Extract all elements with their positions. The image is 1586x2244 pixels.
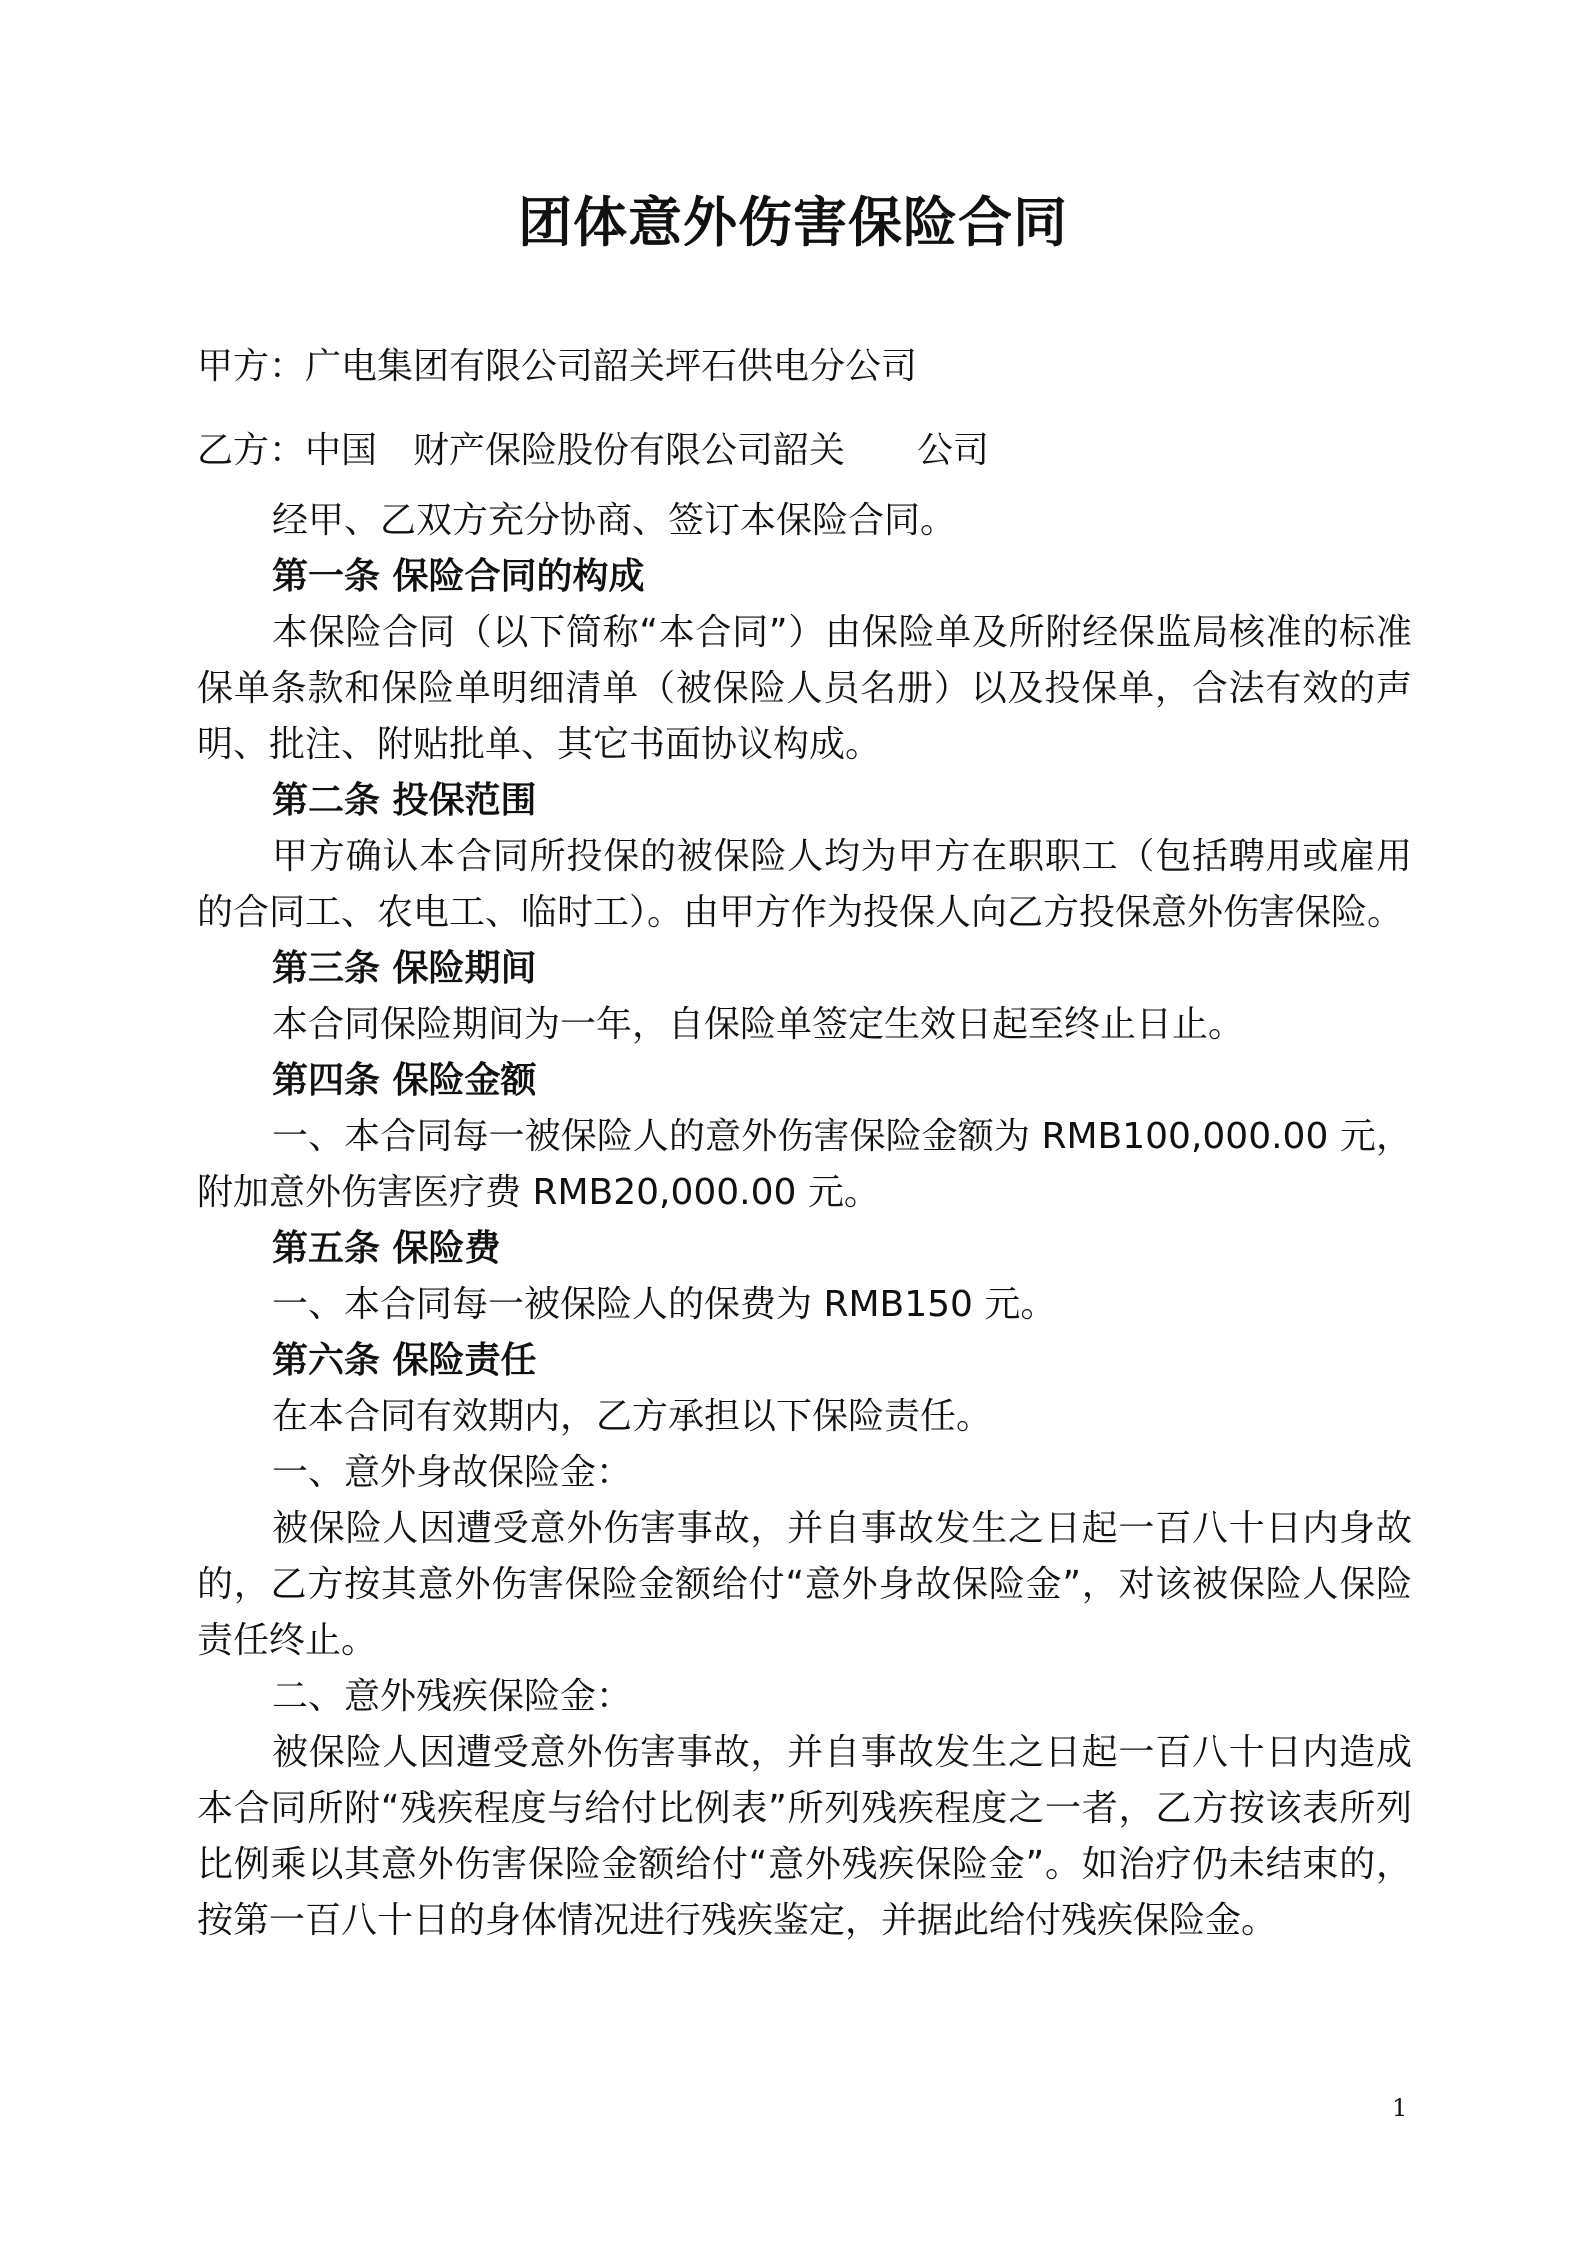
article-heading-5: 第五条 保险费: [272, 1228, 501, 1269]
article-paragraph: 在本合同有效期内，乙方承担以下保险责任。: [272, 1396, 993, 1437]
article-paragraph: 一、本合同每一被保险人的意外伤害保险金额为 RMB100,000.00 元，附加意外伤害医疗费 RMB20,000.00 元。: [197, 1116, 1412, 1213]
party-b: 乙方：中国 财产保险股份有限公司韶关 公司: [197, 430, 990, 471]
document-title: 团体意外伤害保险合同: [518, 191, 1068, 254]
article-paragraph: 被保险人因遭受意外伤害事故，并自事故发生之日起一百八十日内造成本合同所附“残疾程度与给付比例表”所列残疾程度之一者，乙方按该表所列比例乘以其意外伤害保险金额给付“意外残疾保险金”。如治疗仍未结束的，按第一百八十日的身体情况进行残疾鉴定，并据此给付残疾保险金。: [197, 1732, 1412, 1941]
article-heading-4: 第四条 保险金额: [272, 1060, 537, 1101]
article-heading-3: 第三条 保险期间: [272, 948, 537, 989]
article-heading-1: 第一条 保险合同的构成: [272, 556, 645, 597]
sub-item-heading: 二、意外残疾保险金：: [272, 1676, 633, 1717]
article-paragraph: 甲方确认本合同所投保的被保险人均为甲方在职职工（包括聘用或雇用的合同工、农电工、临时工）。由甲方作为投保人向乙方投保意外伤害保险。: [197, 836, 1412, 933]
article-heading-2: 第二条 投保范围: [272, 780, 537, 821]
contract-body: [197, 493, 1412, 1949]
article-paragraph: 被保险人因遭受意外伤害事故，并自事故发生之日起一百八十日内身故的，乙方按其意外伤害保险金额给付“意外身故保险金”，对该被保险人保险责任终止。: [197, 1508, 1412, 1661]
article-paragraph: 本保险合同（以下简称“本合同”）由保险单及所附经保监局核准的标准保单条款和保险单明细清单（被保险人员名册）以及投保单，合法有效的声明、批注、附贴批单、其它书面协议构成。: [197, 612, 1412, 765]
article-paragraph: 本合同保险期间为一年，自保险单签定生效日起至终止日止。: [272, 1004, 1245, 1045]
article-heading-6: 第六条 保险责任: [272, 1340, 537, 1381]
intro-paragraph: 经甲、乙双方充分协商、签订本保险合同。: [272, 500, 957, 541]
party-a: 甲方：广电集团有限公司韶关坪石供电分公司: [197, 346, 918, 387]
page-number: 1: [1392, 2094, 1408, 2122]
article-paragraph: 一、本合同每一被保险人的保费为 RMB150 元。: [272, 1284, 1057, 1325]
sub-item-heading: 一、意外身故保险金：: [272, 1452, 633, 1493]
